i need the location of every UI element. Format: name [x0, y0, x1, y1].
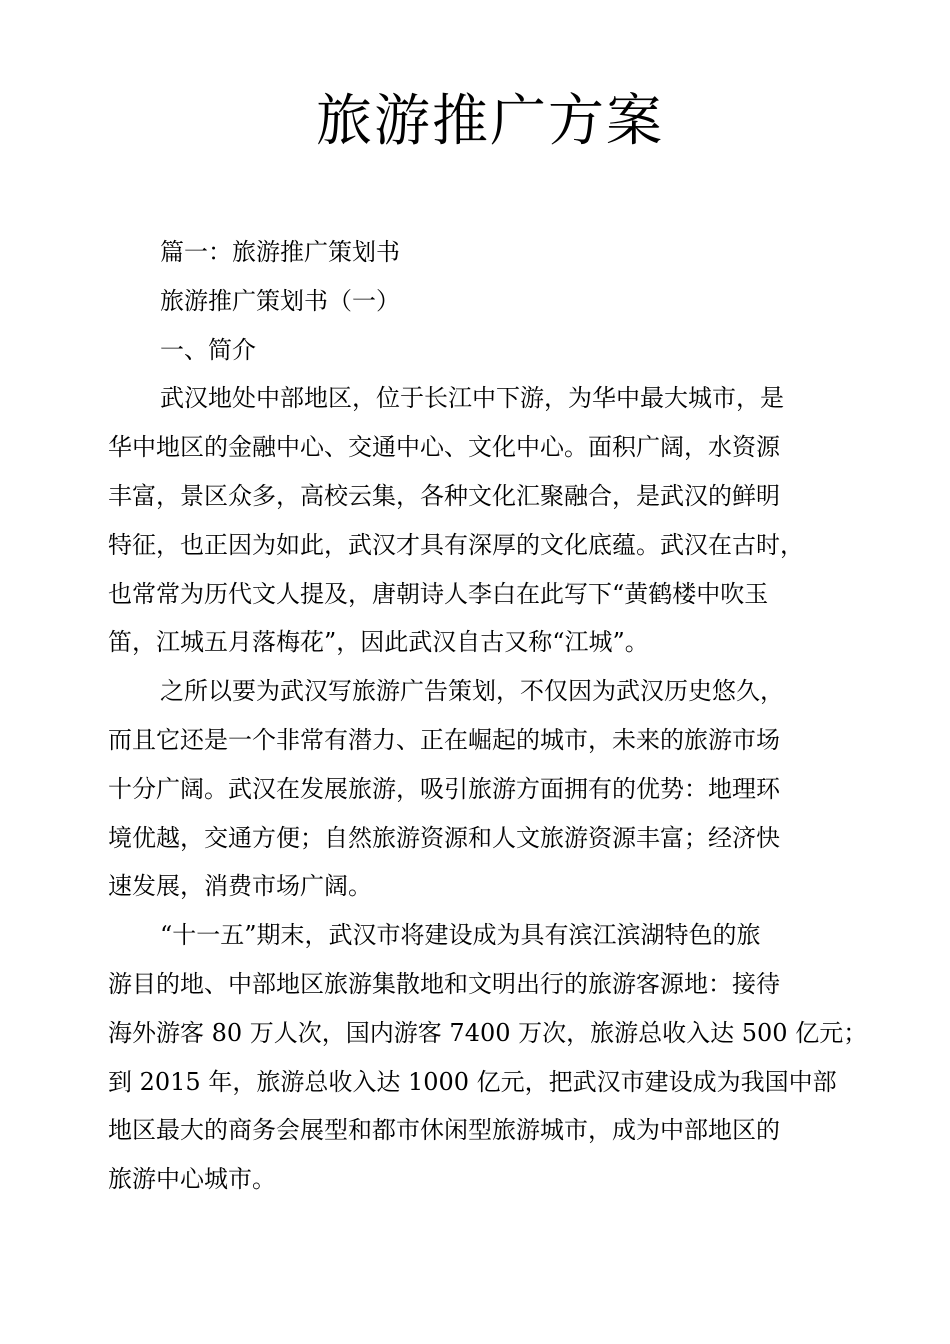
document-title: 旅游推广方案: [316, 89, 664, 154]
text-line: “十一五”期末，武汉市将建设成为具有滨江滨湖特色的旅: [160, 921, 761, 950]
text-line: 笛，江城五月落梅花”，因此武汉自古又称“江城”。: [108, 628, 649, 657]
text-line: 游目的地、中部地区旅游集散地和文明出行的旅游客源地：接待: [108, 969, 780, 998]
text-line: 到 2015 年，旅游总收入达 1000 亿元，把武汉市建设成为我国中部: [108, 1067, 837, 1096]
text-line: 而且它还是一个非常有潜力、正在崛起的城市，未来的旅游市场: [108, 725, 780, 754]
paragraph-tourism-advantages: [108, 667, 860, 911]
text-line: 丰富，景区众多，高校云集，各种文化汇聚融合，是武汉的鲜明: [108, 481, 780, 510]
text-line: 也常常为历代文人提及，唐朝诗人李白在此写下“黄鹤楼中吹玉: [108, 579, 769, 608]
text-line: 速发展，消费市场广阔。: [108, 872, 372, 901]
section-heading-plan-one: 旅游推广策划书（一）: [160, 286, 400, 315]
text-line: 海外游客 80 万人次，国内游客 7400 万次，旅游总收入达 500 亿元；: [108, 1018, 868, 1047]
text-line: 境优越，交通方便；自然旅游资源和人文旅游资源丰富；经济快: [108, 823, 780, 852]
text-line: 旅游中心城市。: [108, 1165, 276, 1194]
section-heading-part-one: 篇一：旅游推广策划书: [160, 238, 400, 266]
paragraph-development-goals: [108, 911, 868, 1204]
text-line: 地区最大的商务会展型和都市休闲型旅游城市，成为中部地区的: [108, 1116, 780, 1145]
paragraph-wuhan-overview: [108, 374, 860, 667]
text-line: 华中地区的金融中心、交通中心、文化中心。面积广阔，水资源: [108, 433, 780, 462]
text-line: 十分广阔。武汉在发展旅游，吸引旅游方面拥有的优势：地理环: [108, 774, 780, 803]
document-body: [108, 228, 868, 1204]
section-heading-introduction: 一、简介: [160, 335, 256, 364]
text-line: 武汉地处中部地区，位于长江中下游，为华中最大城市，是: [160, 384, 784, 413]
text-line: 之所以要为武汉写旅游广告策划，不仅因为武汉历史悠久，: [160, 677, 784, 706]
text-line: 特征，也正因为如此，武汉才具有深厚的文化底蕴。武汉在古时，: [108, 530, 804, 559]
